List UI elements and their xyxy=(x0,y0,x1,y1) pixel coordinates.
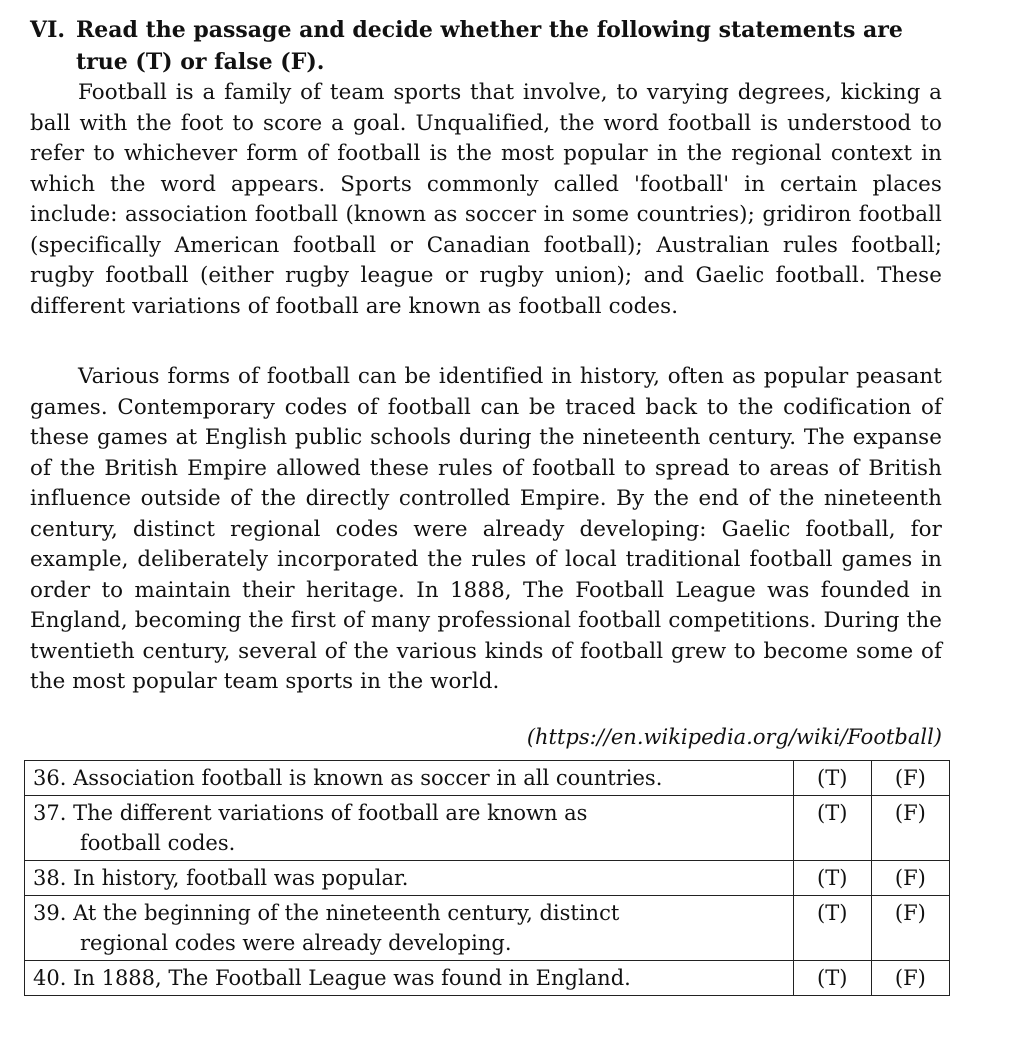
table-row xyxy=(25,961,950,996)
false-option[interactable]: (F) xyxy=(871,761,949,796)
table-row xyxy=(25,761,950,796)
true-option[interactable]: (T) xyxy=(793,861,871,896)
statement-line-1: The different variations of football are known as xyxy=(73,801,588,825)
statement-text xyxy=(25,796,794,861)
false-option[interactable]: (F) xyxy=(871,961,949,996)
false-option[interactable]: (F) xyxy=(871,861,949,896)
statement-line-1: In 1888, The Football League was found in England. xyxy=(73,966,631,990)
statements-table xyxy=(24,760,950,996)
statement-number: 38. xyxy=(33,866,67,890)
instruction-line-2: true (T) or false (F). xyxy=(76,49,325,75)
passage-source: (https://en.wikipedia.org/wiki/Football) xyxy=(526,725,942,749)
statement-text xyxy=(25,961,794,996)
table-row xyxy=(25,896,950,961)
instruction-line-1: Read the passage and decide whether the following statements are xyxy=(76,17,903,43)
statement-number: 40. xyxy=(33,966,67,990)
exercise-heading xyxy=(30,14,950,78)
passage-paragraph-2: Various forms of football can be identified in history, often as popular peasant games. Contemporary codes of football can be traced back to the codification of these games at English public schools during the nineteenth century. The expanse of the British Empire allowed these rules of football to spread to areas of British influence outside of the directly controlled Empire. By the end of the nineteenth century, distinct regional codes were already developing: Gaelic football, for example, deliberately incorporated the rules of local traditional football games in order to maintain their heritage. In 1888, The Football League was founded in England, becoming the first of many professional football competitions. During the twentieth century, several of the various kinds of football grew to become some of the most popular team sports in the world. xyxy=(30,364,942,694)
statement-line-2: regional codes were already developing. xyxy=(80,931,512,955)
statement-number: 37. xyxy=(33,801,67,825)
statement-line-1: In history, football was popular. xyxy=(73,866,409,890)
true-option[interactable]: (T) xyxy=(793,961,871,996)
table-row xyxy=(25,796,950,861)
true-option[interactable]: (T) xyxy=(793,796,871,861)
statement-line-1: Association football is known as soccer in all countries. xyxy=(73,766,663,790)
statement-text xyxy=(25,761,794,796)
statement-text xyxy=(25,861,794,896)
statement-line-2: football codes. xyxy=(80,831,236,855)
true-option[interactable]: (T) xyxy=(793,896,871,961)
statement-number: 39. xyxy=(33,901,67,925)
exercise-number: VI. xyxy=(30,17,66,43)
passage-paragraph-1: Football is a family of team sports that involve, to varying degrees, kicking a ball with the foot to score a goal. Unqualified, the word football is understood to refer to whichever form of football is the most popular in the regional context in which the word appears. Sports commonly called 'football' in certain places include: association football (known as soccer in some countries); gridiron football (specifically American football or Canadian football); Australian rules football; rugby football (either rugby league or rugby union); and Gaelic football. These different variations of football are known as football codes. xyxy=(30,80,942,319)
false-option[interactable]: (F) xyxy=(871,796,949,861)
false-option[interactable]: (F) xyxy=(871,896,949,961)
statement-number: 36. xyxy=(33,766,67,790)
table-row xyxy=(25,861,950,896)
statement-line-1: At the beginning of the nineteenth century, distinct xyxy=(73,901,620,925)
true-option[interactable]: (T) xyxy=(793,761,871,796)
statement-text xyxy=(25,896,794,961)
